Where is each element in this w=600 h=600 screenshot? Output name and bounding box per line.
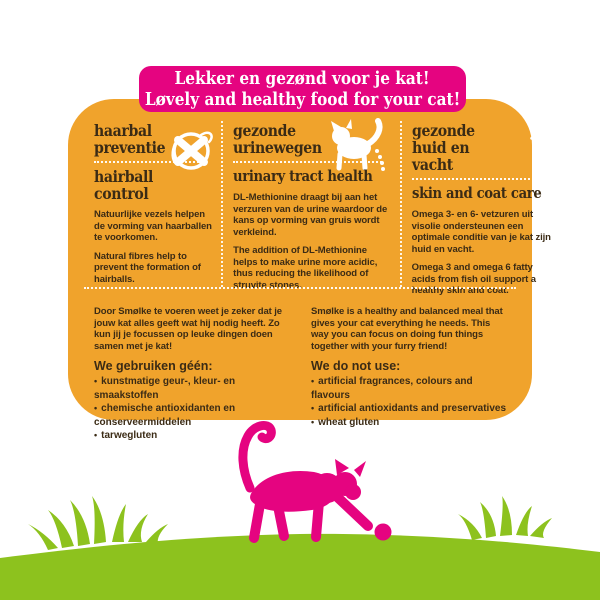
list-item: • kunstmatige geur-, kleur- en smaakstoffen <box>94 375 291 402</box>
benefit-column-skin-coat <box>400 121 567 296</box>
benefit-body-en: The addition of DL-Methionine helps to make urine more acidic, thus reducing the likelihood of struvite stones. <box>233 245 378 291</box>
list-item: • tarwegluten <box>94 429 291 443</box>
benefit-body-en: Omega 3 and omega 6 fatty acids from fish oil support a healthy skin and coat. <box>411 262 536 296</box>
list-item: • artificial antioxidants and preservatives <box>311 402 508 416</box>
benefit-column-urinary <box>221 121 400 291</box>
headline-banner <box>139 66 466 112</box>
benefit-body-nl: DL-Methionine draagt bij aan het verzuren van de urine waardoor de kans op vorming van gruis wordt verkleind. <box>233 192 388 238</box>
benefit-title-en: urinary tract health <box>233 167 373 185</box>
benefit-body-nl: Omega 3- en 6- vetzuren uit visolie ondersteunen een optimale conditie van je kat zijn huid en vacht. <box>411 209 551 255</box>
list-item: • artificial fragrances, colours and flavours <box>311 375 508 402</box>
benefit-title-nl: gezonde urinewegen <box>233 121 322 157</box>
list-item: • chemische antioxidanten en conserveermiddelen <box>94 402 291 429</box>
benefit-body-nl: Natuurlijke vezels helpen de vorming van haarballen te voorkomen. <box>94 209 212 243</box>
benefit-column-hairball <box>84 121 221 287</box>
benefit-title-nl: gezonde huid en vacht <box>411 121 475 174</box>
horizontal-dotted-separator <box>84 287 516 289</box>
yarn-hairball-icon <box>165 123 219 177</box>
bottom-text-en <box>301 295 518 428</box>
benefit-columns <box>84 121 551 296</box>
list-item: • wheat gluten <box>311 416 508 430</box>
toy-ball <box>375 524 392 541</box>
benefits-panel <box>68 99 551 441</box>
headline-en: Løvely and healthy food for your cat! <box>144 89 461 110</box>
bottom-text-nl <box>84 295 301 441</box>
peeing-cat-icon <box>324 118 396 174</box>
pink-cat-illustration <box>232 420 397 552</box>
benefit-title-nl: haarbal preventie <box>94 121 166 157</box>
do-not-use-heading-nl: We gebruiken géén: <box>94 359 213 373</box>
intro-paragraph-en: Smølke is a healthy and balanced meal that gives your cat everything he needs. This way you can focus on doing fun things together with your furry friend! <box>311 306 503 352</box>
benefit-title-en: skin and coat care <box>411 184 542 202</box>
do-not-use-heading-en: We do not use: <box>311 359 401 373</box>
headline-nl: Lekker en gezønd voor je kat! <box>174 68 431 89</box>
benefit-title-en: hairball control <box>94 167 153 203</box>
benefit-body-en: Natural fibres help to prevent the formation of hairballs. <box>94 250 201 285</box>
comb-icon <box>525 121 571 167</box>
bottom-text-section <box>84 295 518 441</box>
intro-paragraph-nl: Door Smølke te voeren weet je zeker dat je jouw kat alles geeft wat hij nodig heeft. Zo kun jij je focussen op leuke dingen doen samen met je kat! <box>94 306 282 352</box>
dotted-separator <box>412 178 550 180</box>
